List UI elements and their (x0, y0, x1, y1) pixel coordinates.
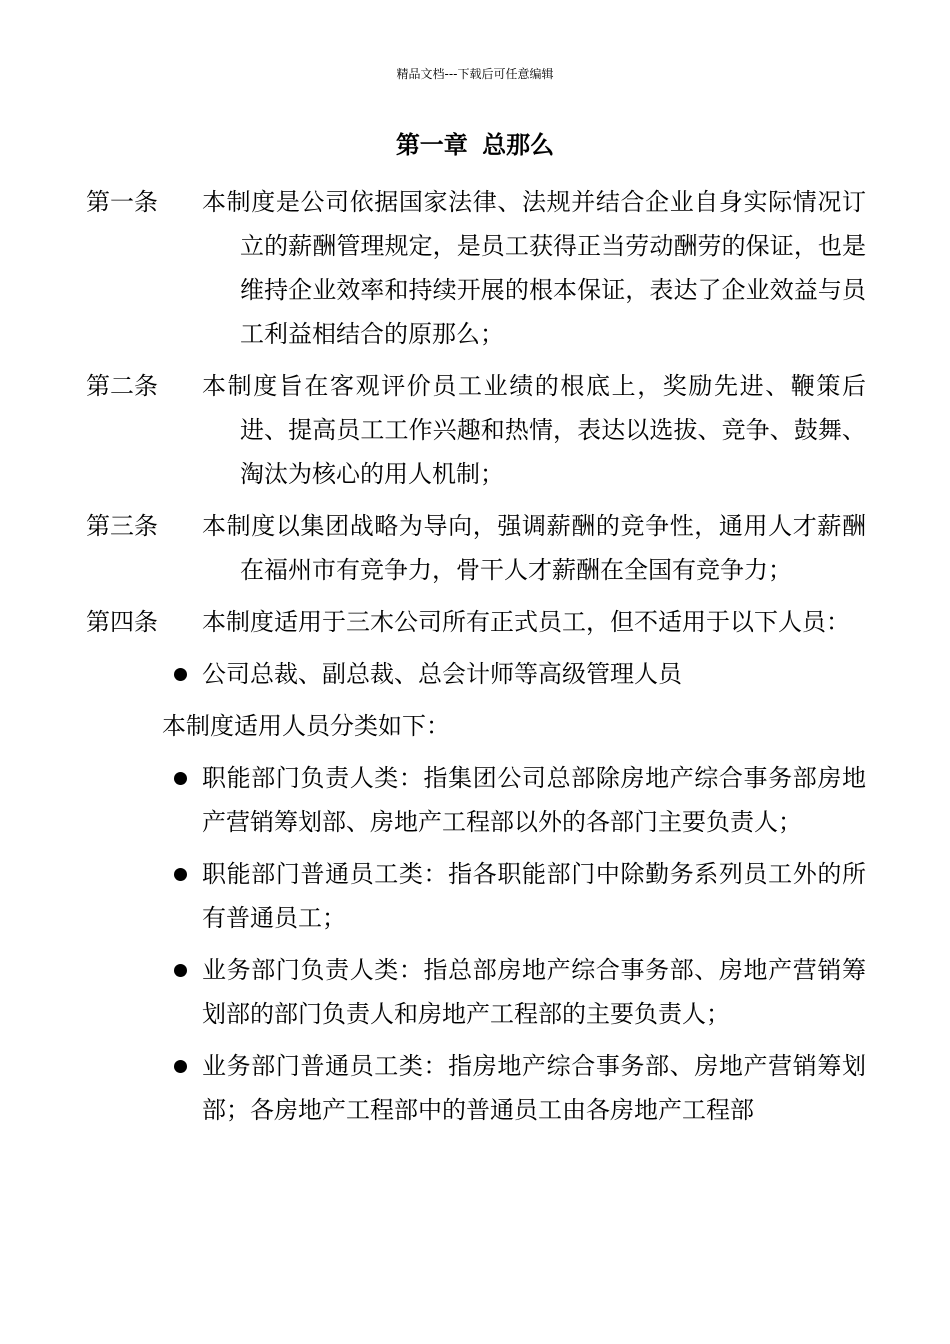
bullet-icon (174, 1060, 187, 1073)
article-1 (86, 180, 866, 356)
bullet-text: 职能部门负责人类：指集团公司总部除房地产综合事务部房地产营销筹划部、房地产工程部以外的各部门主要负责人； (202, 764, 866, 836)
article-text: 本制度以集团战略为导向，强调薪酬的竞争性，通用人才薪酬在福州市有竞争力，骨干人才薪酬在全国有竞争力； (202, 512, 866, 584)
article-4 (86, 600, 866, 644)
document-body (86, 180, 866, 1140)
list-item (174, 1044, 866, 1132)
bullet-icon (174, 964, 187, 977)
list-item (174, 756, 866, 844)
list-item (174, 652, 866, 696)
page-header: 精品文档---下载后可任意编辑 (396, 67, 554, 81)
article-3 (86, 504, 866, 592)
bullet-text: 业务部门负责人类：指总部房地产综合事务部、房地产营销筹划部的部门负责人和房地产工程部的主要负责人； (202, 956, 866, 1028)
article-text: 本制度旨在客观评价员工业绩的根底上，奖励先进、鞭策后进、提高员工工作兴趣和热情，表达以选拔、竞争、鼓舞、淘汰为核心的用人机制； (202, 372, 866, 488)
bullet-icon (174, 772, 187, 785)
article-label: 第四条 (86, 608, 158, 636)
article-label: 第三条 (86, 512, 158, 540)
article-label: 第二条 (86, 372, 158, 400)
bullet-text: 业务部门普通员工类：指房地产综合事务部、房地产营销筹划部；各房地产工程部中的普通员工由各房地产工程部 (202, 1052, 866, 1124)
bullet-text: 公司总裁、副总裁、总会计师等高级管理人员 (202, 660, 682, 688)
applies-intro: 本制度适用人员分类如下： (162, 712, 450, 740)
list-item (174, 948, 866, 1036)
article-2 (86, 364, 866, 496)
bullet-icon (174, 668, 187, 681)
list-item (174, 852, 866, 940)
bullet-text: 职能部门普通员工类：指各职能部门中除勤务系列员工外的所有普通员工； (202, 860, 866, 932)
article-label: 第一条 (86, 188, 158, 216)
chapter-title: 第一章 总那么 (395, 130, 555, 159)
article-text: 本制度适用于三木公司所有正式员工，但不适用于以下人员： (202, 608, 850, 636)
article-text: 本制度是公司依据国家法律、法规并结合企业自身实际情况订立的薪酬管理规定，是员工获得正当劳动酬劳的保证，也是维持企业效率和持续开展的根本保证，表达了企业效益与员工利益相结合的原那么； (202, 188, 866, 348)
bullet-icon (174, 868, 187, 881)
